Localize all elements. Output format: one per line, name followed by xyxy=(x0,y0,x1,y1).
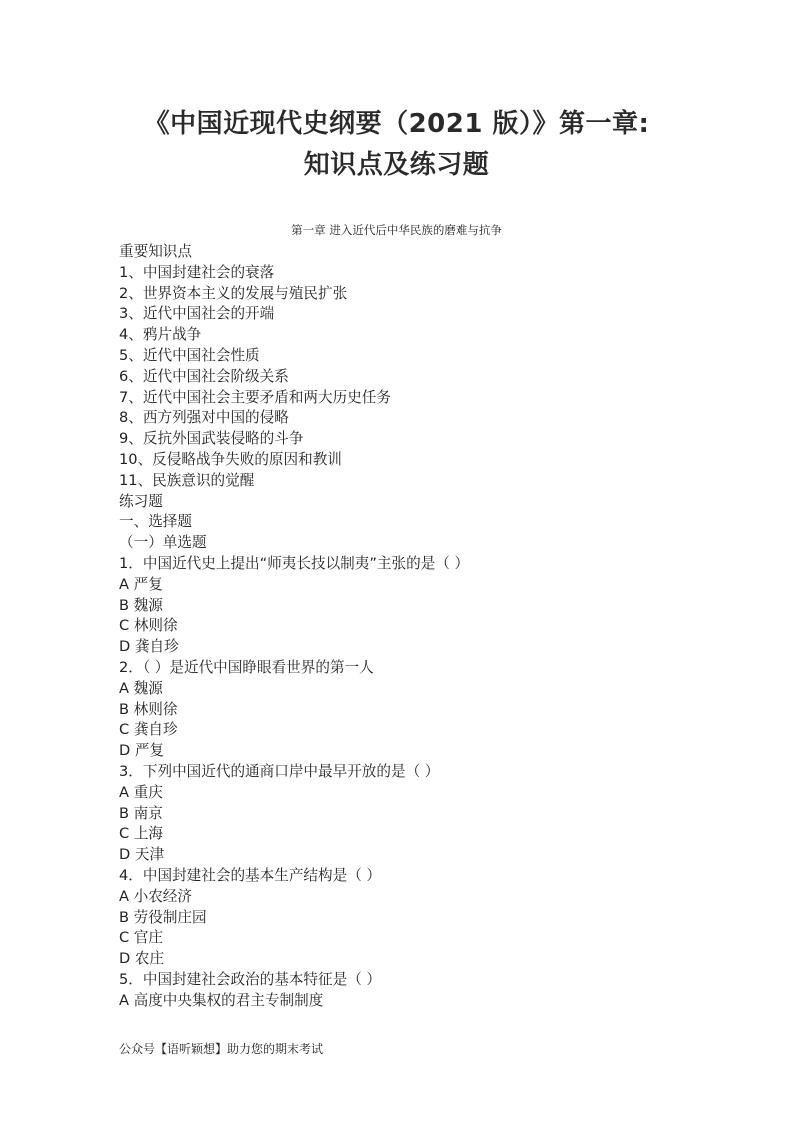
document-title-line2: 知识点及练习题 xyxy=(303,150,490,180)
text-line: （一）单选题 xyxy=(119,534,207,552)
text-line: 一、选择题 xyxy=(119,513,192,531)
text-line: 6、近代中国社会阶级关系 xyxy=(119,367,289,385)
text-line: 2、世界资本主义的发展与殖民扩张 xyxy=(119,284,348,302)
text-line: A 严复 xyxy=(119,575,163,593)
text-line: 9、反抗外国武装侵略的斗争 xyxy=(119,430,304,448)
text-line: D 严复 xyxy=(119,742,165,760)
text-line: D 龚自珍 xyxy=(119,638,179,656)
document-body xyxy=(119,242,469,1011)
text-line: 4、鸦片战争 xyxy=(119,326,202,344)
text-line: 重要知识点 xyxy=(119,243,192,260)
text-line: 10、反侵略战争失败的原因和教训 xyxy=(119,450,342,468)
text-line: 5、近代中国社会性质 xyxy=(119,346,260,364)
text-line: 11、民族意识的觉醒 xyxy=(119,471,255,489)
document-title-line1: 《中国近现代史纲要（2021 版）》第一章: xyxy=(143,109,650,139)
text-line: A 小农经济 xyxy=(119,887,192,905)
text-line: D 天津 xyxy=(119,846,165,864)
text-line: 练习题 xyxy=(119,492,163,510)
page-footer: 公众号【语听颖想】助力您的期末考试 xyxy=(119,1042,324,1056)
text-line: C 官庄 xyxy=(119,929,164,947)
text-line: 3．下列中国近代的通商口岸中最早开放的是（ ） xyxy=(119,762,440,780)
text-line: B 魏源 xyxy=(119,596,163,614)
text-line: C 上海 xyxy=(119,825,164,843)
text-line: B 劳役制庄园 xyxy=(119,908,207,926)
text-line: A 魏源 xyxy=(119,679,163,697)
text-line: B 林则徐 xyxy=(119,700,178,718)
text-line: 2．（ ）是近代中国睁眼看世界的第一人 xyxy=(119,658,374,676)
text-line: 5．中国封建社会政治的基本特征是（ ） xyxy=(119,970,382,988)
text-line: A 重庆 xyxy=(119,783,163,801)
text-line: C 林则徐 xyxy=(119,617,178,635)
text-line: D 农庄 xyxy=(119,950,165,968)
text-line: 1．中国近代史上提出“师夷长技以制夷”主张的是（ ） xyxy=(119,554,470,572)
text-line: 3、近代中国社会的开端 xyxy=(119,305,275,323)
text-line: 7、近代中国社会主要矛盾和两大历史任务 xyxy=(119,388,391,406)
text-line: A 高度中央集权的君主专制制度 xyxy=(119,991,324,1009)
text-line: B 南京 xyxy=(119,804,163,822)
chapter-subtitle: 第一章 进入近代后中华民族的磨难与抗争 xyxy=(291,223,502,237)
text-line: C 龚自珍 xyxy=(119,721,178,739)
text-line: 4．中国封建社会的基本生产结构是（ ） xyxy=(119,866,382,884)
text-line: 1、中国封建社会的衰落 xyxy=(119,263,275,281)
text-line: 8、西方列强对中国的侵略 xyxy=(119,409,289,427)
